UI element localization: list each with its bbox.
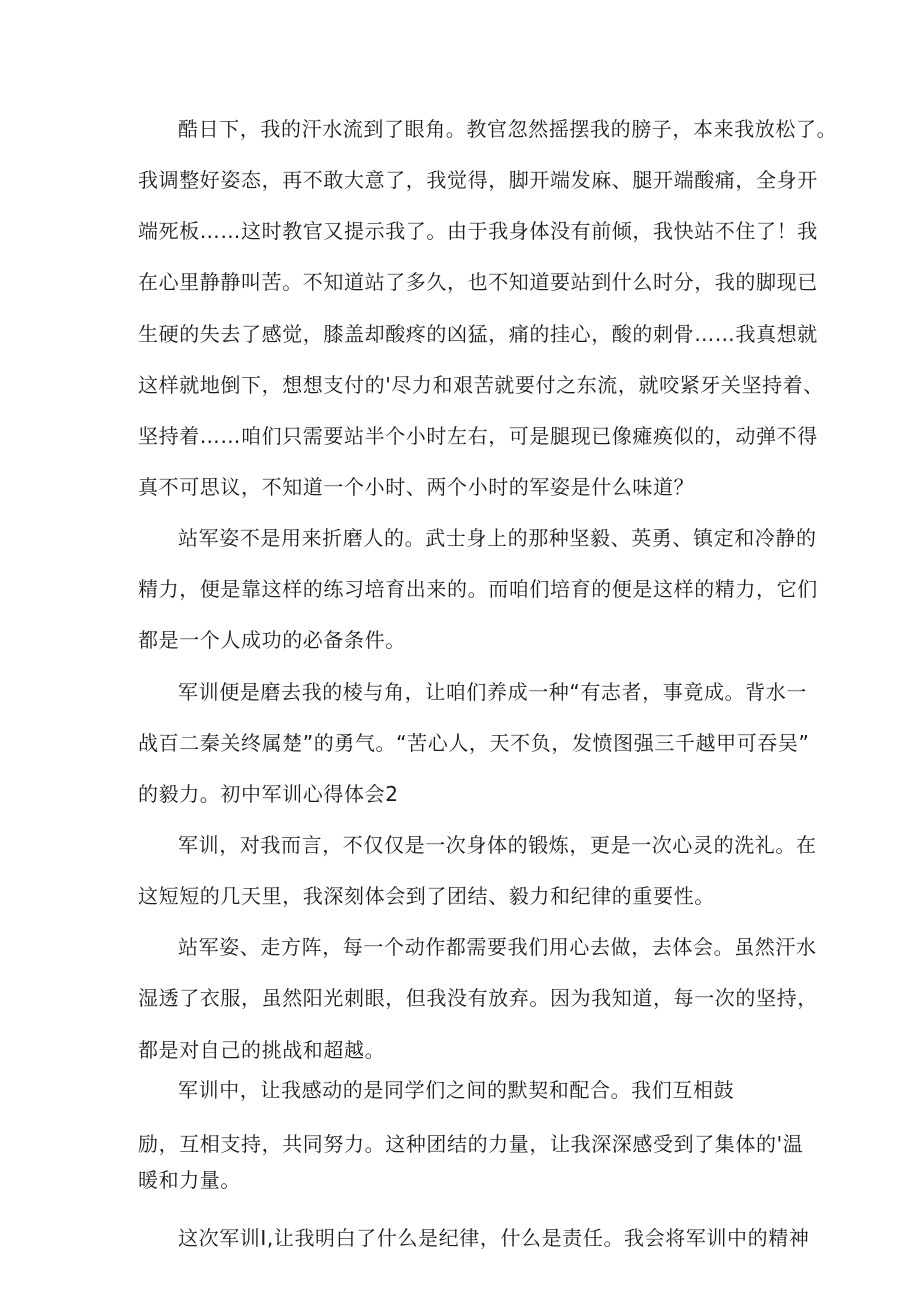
paragraph-5-line-1: 站军姿、走方阵，每一个动作都需要我们用心去做，去体会。虽然汗水: [178, 935, 817, 959]
paragraph-7-line-1: 这次军训Ⅰ,让我明白了什么是纪律，什么是责任。我会将军训中的精神: [178, 1226, 810, 1250]
paragraph-6-line-2: 励，互相支持，共同努力。这种团结的力量，让我深深感受到了集体的'温: [138, 1132, 804, 1156]
paragraph-4-line-1: 军训，对我而言，不仅仅是一次身体的锻炼，更是一次心灵的洗礼。在: [178, 833, 817, 857]
paragraph-2-line-3: 都是一个人成功的必备条件。: [138, 628, 406, 652]
paragraph-5-line-2: 湿透了衣服，虽然阳光刺眼，但我没有放弃。因为我知道，每一次的坚持，: [138, 986, 818, 1010]
paragraph-1-line-5: 生硬的失去了感觉，膝盖却酸疼的凶猛，痛的挂心，酸的刺骨……我真想就: [138, 322, 818, 346]
paragraph-1-line-3: 端死板……这时教官又提示我了。由于我身体没有前倾，我快站不住了！我: [138, 219, 818, 243]
paragraph-1-line-2: 我调整好姿态，再不敢大意了，我觉得，脚开端发麻、腿开端酸痛，全身开: [138, 168, 818, 192]
paragraph-3-line-3: 的毅力。初中军训心得体会2: [138, 782, 399, 806]
paragraph-6-line-1: 军训中，让我感动的是同学们之间的默契和配合。我们互相鼓: [178, 1078, 735, 1102]
paragraph-1-line-1: 酷日下，我的汗水流到了眼角。教官忽然摇摆我的膀子，本来我放松了。: [178, 117, 838, 141]
paragraph-1-line-6: 这样就地倒下，想想支付的'尽力和艰苦就要付之东流，就咬紧牙关坚持着、: [138, 373, 824, 397]
paragraph-4-line-2: 这短短的几天里，我深刻体会到了团结、毅力和纪律的重要性。: [138, 884, 715, 908]
paragraph-6-line-3: 暖和力量。: [138, 1168, 241, 1192]
paragraph-3-line-1: 军训便是磨去我的棱与角，让咱们养成一种“有志者，事竟成。背水一: [178, 680, 807, 704]
paragraph-2-line-2: 精力，便是靠这样的练习培育出来的。而咱们培育的便是这样的精力，它们: [138, 577, 818, 601]
paragraph-1-line-7: 坚持着……咱们只需要站半个小时左右，可是腿现已像瘫痪似的，动弹不得: [138, 424, 818, 448]
paragraph-2-line-1: 站军姿不是用来折磨人的。武士身上的那种坚毅、英勇、镇定和冷静的: [178, 526, 817, 550]
paragraph-5-line-3: 都是对自己的挑战和超越。: [138, 1038, 386, 1062]
paragraph-1-line-8: 真不可思议，不知道一个小时、两个小时的军姿是什么味道？: [138, 475, 695, 499]
paragraph-3-line-2: 战百二秦关终属楚”的勇气。“苦心人，天不负，发愤图强三千越甲可吞吴”: [138, 731, 810, 755]
paragraph-1-line-4: 在心里静静叫苦。不知道站了多久，也不知道要站到什么时分，我的脚现已: [138, 270, 818, 294]
